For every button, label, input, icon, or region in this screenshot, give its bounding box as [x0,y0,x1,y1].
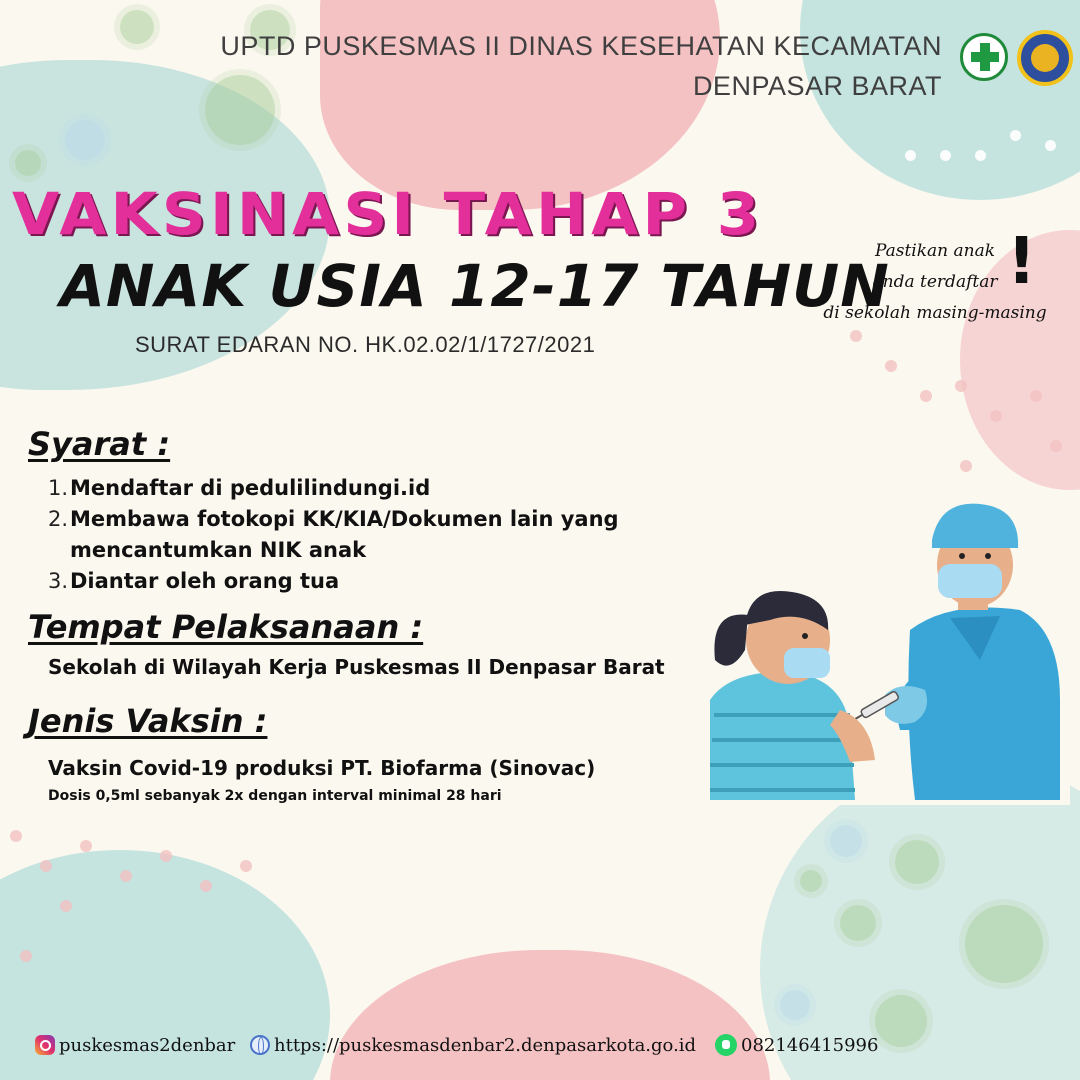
decor-dot [850,330,862,342]
list-number: 2. [48,507,69,531]
decor-dot [40,860,52,872]
place-heading: Tempat Pelaksanaan : [28,608,424,646]
globe-icon [250,1035,270,1055]
decor-dot [960,460,972,472]
instagram-icon [35,1035,55,1055]
list-item [48,566,630,597]
website-url: https://puskesmasdenbar2.denpasarkota.go.id [274,1034,697,1056]
note-line: anda terdaftar [872,272,998,292]
virus-icon [830,825,862,857]
decor-dot [80,840,92,852]
virus-icon [780,990,810,1020]
background-blob [330,950,770,1080]
list-text: Diantar oleh orang tua [70,569,340,593]
vaccine-name: Vaksin Covid-19 produksi PT. Biofarma (Sinovac) [48,756,596,780]
virus-icon [840,905,876,941]
list-item [48,473,630,504]
puskesmas-logo-icon [960,33,1008,81]
requirements-heading: Syarat : [28,425,171,463]
decor-dot [955,380,967,392]
exclamation-mark: ! [1007,225,1037,299]
decor-dot [1045,140,1056,151]
decor-dot [240,860,252,872]
decor-dot [1010,130,1021,141]
virus-icon [895,840,939,884]
organization-name [220,26,942,106]
virus-icon [800,870,822,892]
decor-dot [975,150,986,161]
requirements-list [48,473,630,597]
regional-emblem-icon [1017,30,1073,86]
virus-icon [15,150,41,176]
whatsapp-number: 082146415996 [741,1034,879,1056]
list-text: Membawa fotokopi KK/KIA/Dokumen lain yang mencantumkan NIK anak [70,507,619,562]
vaccine-heading: Jenis Vaksin : [28,702,268,740]
instagram-link[interactable] [35,1030,235,1060]
decor-dot [940,150,951,161]
decor-dot [920,390,932,402]
decor-dot [990,410,1002,422]
decor-dot [10,830,22,842]
virus-icon [120,10,154,44]
decor-dot [1030,390,1042,402]
virus-icon [965,905,1043,983]
place-text: Sekolah di Wilayah Kerja Puskesmas II Denpasar Barat [48,655,665,679]
virus-icon [65,120,105,160]
decor-dot [885,360,897,372]
website-link[interactable] [250,1030,696,1060]
decor-dot [60,900,72,912]
decor-dot [160,850,172,862]
circular-letter-number: SURAT EDARAN NO. HK.02.02/1/1727/2021 [135,332,596,357]
decor-dot [200,880,212,892]
decor-dot [20,950,32,962]
campaign-title: VAKSINASI TAHAP 3 [12,180,764,248]
list-text: Mendaftar di pedulilindungi.id [70,476,431,500]
list-item [48,504,630,566]
list-number: 3. [48,569,69,593]
vaccination-illustration [700,500,1070,805]
decor-dot [905,150,916,161]
list-number: 1. [48,476,69,500]
instagram-handle: puskesmas2denbar [59,1034,236,1056]
decor-dot [1050,440,1062,452]
whatsapp-icon [715,1034,737,1056]
vaccine-dosage: Dosis 0,5ml sebanyak 2x dengan interval minimal 28 hari [48,788,502,804]
target-age-title: ANAK USIA 12-17 TAHUN [60,252,890,320]
decor-dot [120,870,132,882]
note-line: Pastikan anak [874,241,996,261]
whatsapp-link[interactable] [715,1030,878,1060]
organization-line-1: UPTD PUSKESMAS II DINAS KESEHATAN KECAMATAN [220,31,942,61]
virus-icon [875,995,927,1047]
organization-line-2: DENPASAR BARAT [692,71,942,101]
note-line: di sekolah masing-masing [823,303,1047,323]
